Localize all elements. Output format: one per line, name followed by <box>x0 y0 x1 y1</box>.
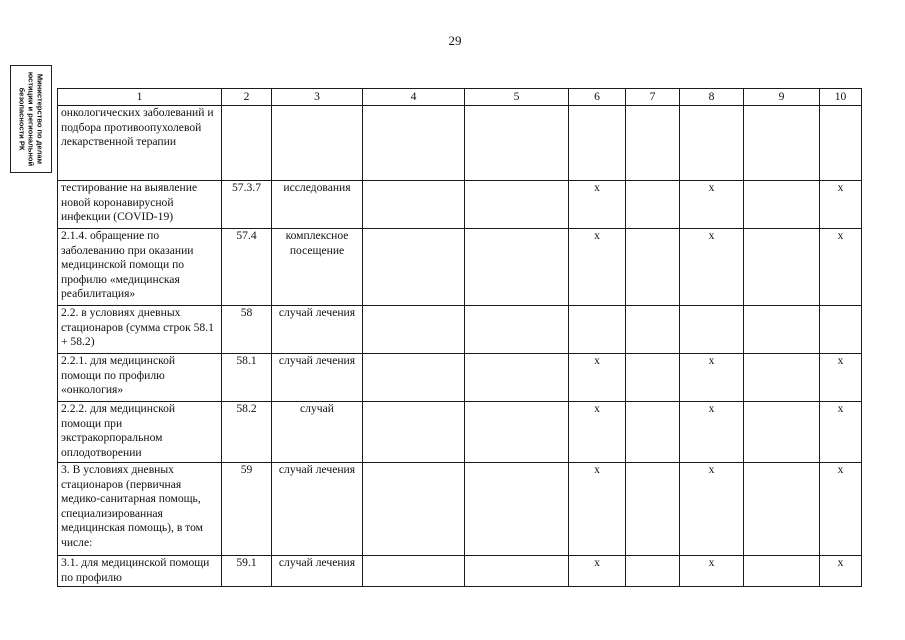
row-name: 2.2.2. для медицинской помощи при экстракорпоральном оплодотворении <box>58 402 222 463</box>
cell-col9 <box>744 306 820 354</box>
cell-col9 <box>744 106 820 181</box>
cell-col8: x <box>680 463 744 556</box>
cell-col6 <box>569 106 626 181</box>
col-header-3: 3 <box>272 89 363 106</box>
cell-col4 <box>363 106 465 181</box>
cell-col9 <box>744 402 820 463</box>
cell-col6: x <box>569 556 626 587</box>
cell-col9 <box>744 181 820 229</box>
cell-col8 <box>680 106 744 181</box>
cell-col7 <box>626 306 680 354</box>
cell-col6: x <box>569 402 626 463</box>
cell-col8: x <box>680 556 744 587</box>
row-unit: случай лечения <box>272 354 363 402</box>
table-row <box>58 181 862 229</box>
cell-col8: x <box>680 229 744 306</box>
table-row <box>58 229 862 306</box>
col-header-9: 9 <box>744 89 820 106</box>
table-row <box>58 354 862 402</box>
cell-col9 <box>744 354 820 402</box>
row-code: 58 <box>222 306 272 354</box>
cell-col9 <box>744 229 820 306</box>
row-unit: случай <box>272 402 363 463</box>
cell-col7 <box>626 402 680 463</box>
cell-col10 <box>820 306 862 354</box>
col-header-5: 5 <box>465 89 569 106</box>
cell-col10 <box>820 106 862 181</box>
table-row <box>58 106 862 181</box>
table-row <box>58 556 862 587</box>
row-code: 57.3.7 <box>222 181 272 229</box>
col-header-4: 4 <box>363 89 465 106</box>
cell-col7 <box>626 463 680 556</box>
row-code: 58.2 <box>222 402 272 463</box>
cell-col6: x <box>569 229 626 306</box>
row-unit: исследования <box>272 181 363 229</box>
cell-col5 <box>465 306 569 354</box>
cell-col10: x <box>820 463 862 556</box>
cell-col4 <box>363 229 465 306</box>
data-table <box>57 88 862 587</box>
row-name: 2.1.4. обращение по заболеванию при оказании медицинской помощи по профилю «медицинская реабилитация» <box>58 229 222 306</box>
row-name: 3. В условиях дневных стационаров (первичная медико-санитарная помощь, специализированная медицинская помощь), в том числе: <box>58 463 222 556</box>
col-header-6: 6 <box>569 89 626 106</box>
page-number: 29 <box>448 33 462 48</box>
cell-col7 <box>626 354 680 402</box>
row-unit: случай лечения <box>272 306 363 354</box>
col-header-1: 1 <box>58 89 222 106</box>
cell-col4 <box>363 181 465 229</box>
cell-col10: x <box>820 229 862 306</box>
cell-col10: x <box>820 556 862 587</box>
table-row <box>58 463 862 556</box>
cell-col5 <box>465 181 569 229</box>
row-code: 59.1 <box>222 556 272 587</box>
row-name: 3.1. для медицинской помощи по профилю <box>58 556 222 587</box>
cell-col8: x <box>680 181 744 229</box>
cell-col8: x <box>680 354 744 402</box>
cell-col4 <box>363 556 465 587</box>
cell-col10: x <box>820 402 862 463</box>
row-code: 57.4 <box>222 229 272 306</box>
cell-col8: x <box>680 402 744 463</box>
col-header-10: 10 <box>820 89 862 106</box>
row-code: 58.1 <box>222 354 272 402</box>
row-name: 2.2. в условиях дневных стационаров (сумма строк 58.1 + 58.2) <box>58 306 222 354</box>
cell-col8 <box>680 306 744 354</box>
stamp-text: Министерство по делам юстиции и региональной безопасности РК <box>17 71 45 167</box>
cell-col9 <box>744 556 820 587</box>
cell-col7 <box>626 556 680 587</box>
cell-col6: x <box>569 181 626 229</box>
registration-stamp <box>10 65 52 173</box>
row-unit: случай лечения <box>272 556 363 587</box>
row-name: 2.2.1. для медицинской помощи по профилю «онкология» <box>58 354 222 402</box>
row-unit: комплексное посещение <box>272 229 363 306</box>
cell-col9 <box>744 463 820 556</box>
row-name: тестирование на выявление новой коронавирусной инфекции (COVID-19) <box>58 181 222 229</box>
cell-col4 <box>363 354 465 402</box>
row-code <box>222 106 272 181</box>
cell-col6: x <box>569 354 626 402</box>
col-header-2: 2 <box>222 89 272 106</box>
cell-col4 <box>363 306 465 354</box>
cell-col4 <box>363 402 465 463</box>
table-row <box>58 306 862 354</box>
col-header-8: 8 <box>680 89 744 106</box>
table-row <box>58 402 862 463</box>
cell-col5 <box>465 229 569 306</box>
cell-col7 <box>626 181 680 229</box>
cell-col10: x <box>820 181 862 229</box>
cell-col6 <box>569 306 626 354</box>
cell-col5 <box>465 463 569 556</box>
row-unit: случай лечения <box>272 463 363 556</box>
cell-col4 <box>363 463 465 556</box>
cell-col5 <box>465 354 569 402</box>
cell-col10: x <box>820 354 862 402</box>
cell-col5 <box>465 106 569 181</box>
cell-col6: x <box>569 463 626 556</box>
row-unit <box>272 106 363 181</box>
cell-col5 <box>465 402 569 463</box>
cell-col7 <box>626 106 680 181</box>
col-header-7: 7 <box>626 89 680 106</box>
cell-col5 <box>465 556 569 587</box>
row-name: онкологических заболеваний и подбора противоопухолевой лекарственной терапии <box>58 106 222 181</box>
cell-col7 <box>626 229 680 306</box>
header-row <box>58 89 862 106</box>
row-code: 59 <box>222 463 272 556</box>
